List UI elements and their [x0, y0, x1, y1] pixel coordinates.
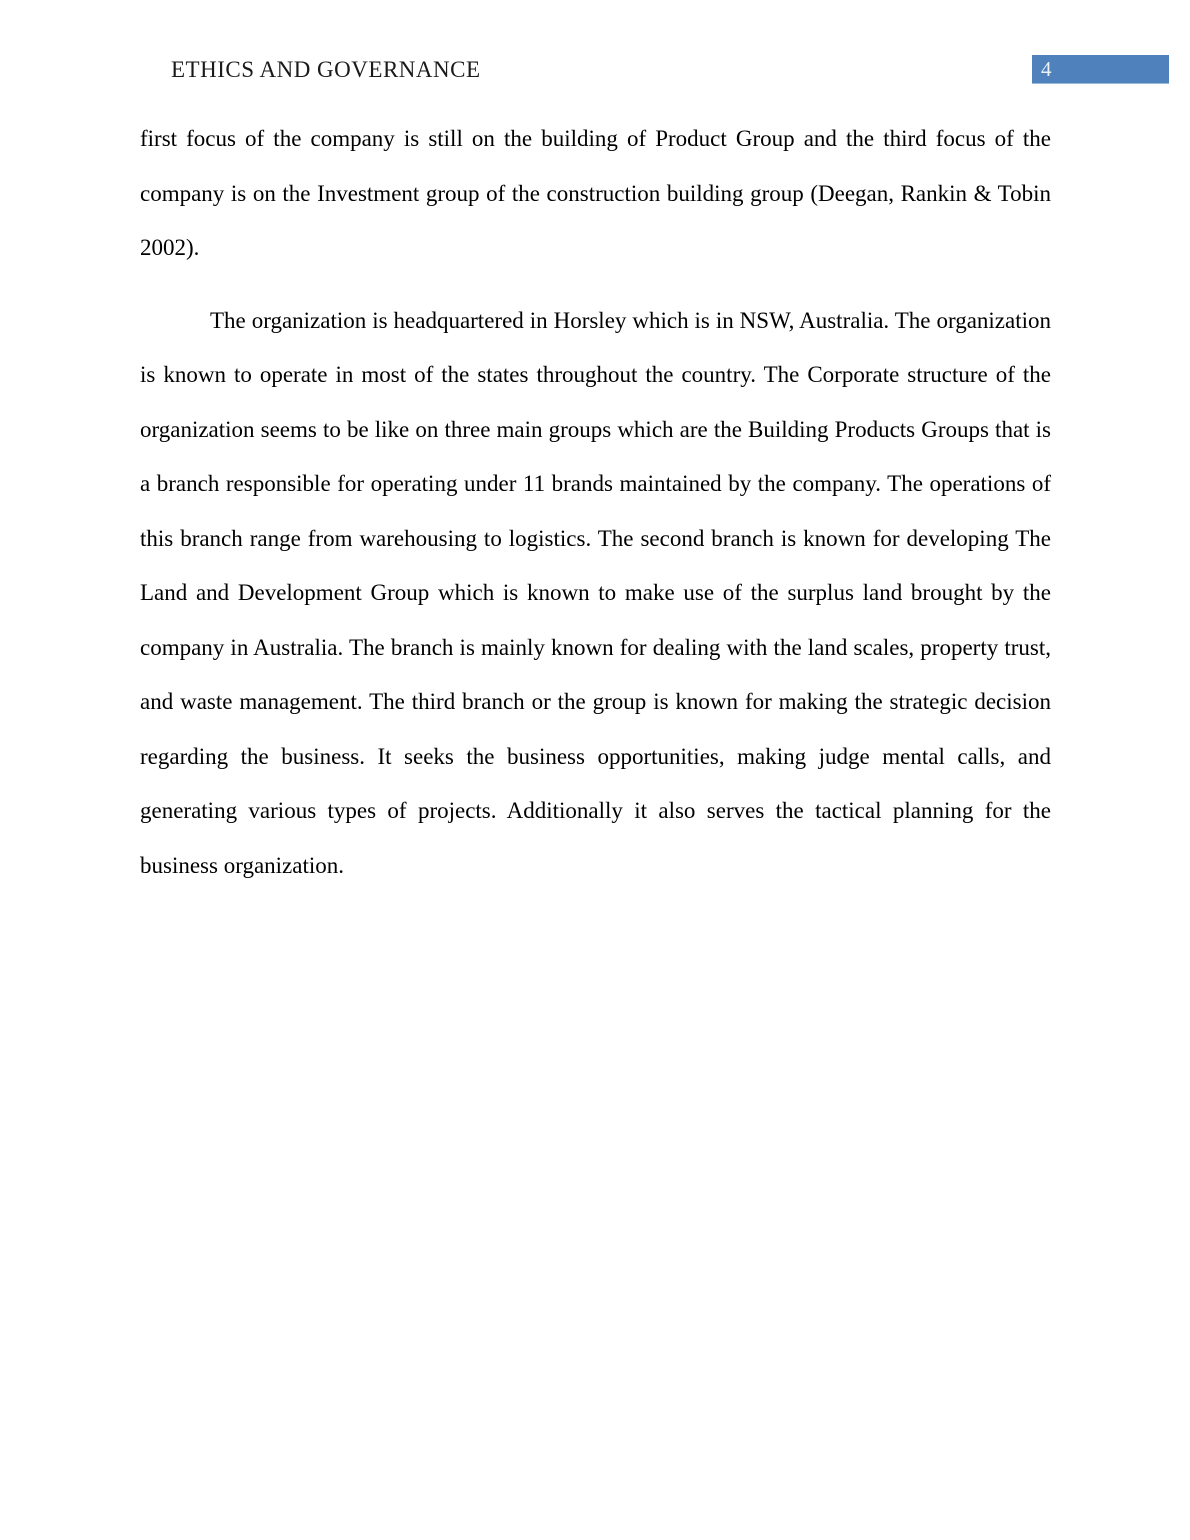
header-title: ETHICS AND GOVERNANCE [171, 57, 481, 82]
document-body [140, 112, 1051, 911]
paragraph: first focus of the company is still on the building of Product Group and the third focus of the company is on the Investment group of the construction building group (Deegan, Rankin & Tobin 2002). [140, 126, 1051, 260]
page-number: 4 [1041, 57, 1052, 81]
document-header [0, 52, 1190, 88]
paragraph: The organization is headquartered in Horsley which is in NSW, Australia. The organization is known to operate in most of the states throughout the country. The Corporate structure of the organization seems to be like on three main groups which are the Building Products Groups that is a branch responsible for operating under 11 brands maintained by the company. The operations of this branch range from warehousing to logistics. The second branch is known for developing The Land and Development Group which is known to make use of the surplus land brought by the company in Australia. The branch is mainly known for dealing with the land scales, property trust, and waste management. The third branch or the group is known for making the strategic decision regarding the business. It seeks the business opportunities, making judge mental calls, and generating various types of projects. Additionally it also serves the tactical planning for the business organization. [140, 307, 1051, 878]
page-number-box [1032, 55, 1169, 84]
